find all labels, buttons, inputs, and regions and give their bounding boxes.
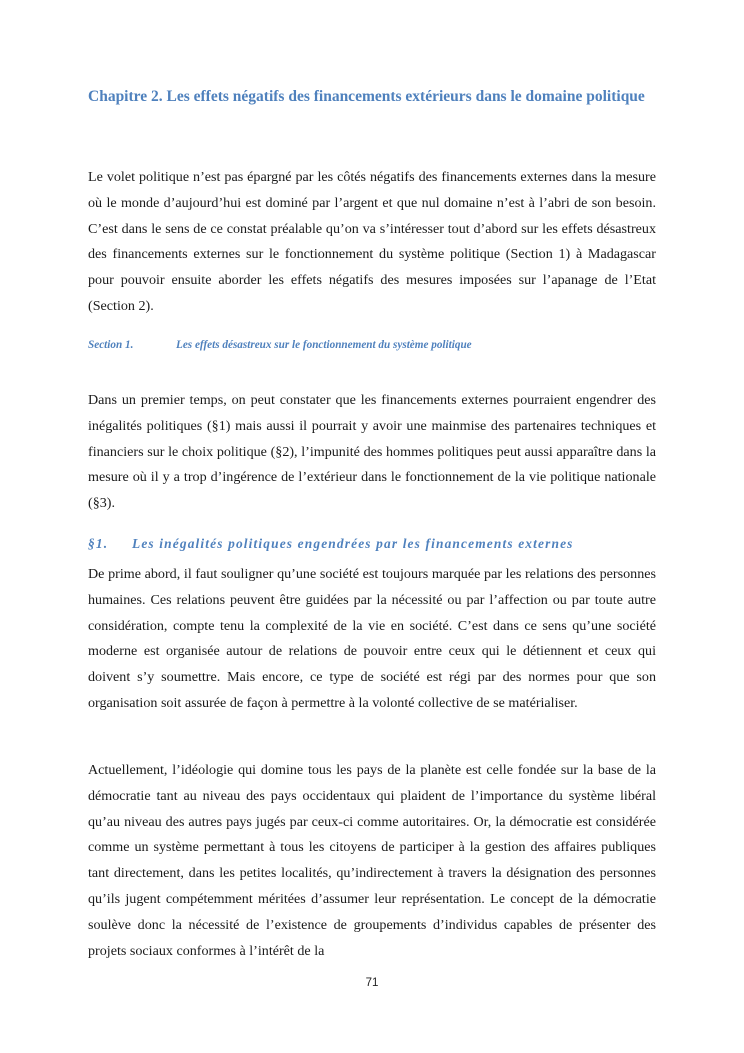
- section-heading: [88, 337, 656, 353]
- page-number: 71: [365, 977, 379, 989]
- section-intro-paragraph: Dans un premier temps, on peut constater que les financements externes pourraient engendrer des inégalités politiques (§1) mais aussi il pourrait y avoir une mainmise des partenaires techniques et financiers sur le choix politique (§2), l’impunité des hommes politiques peut aussi apparaître dans la mesure où il y a trop d’ingérence de l’extérieur dans le fonctionnement de la vie politique nationale (§3).: [88, 392, 656, 512]
- body-paragraph-1: De prime abord, il faut souligner qu’une société est toujours marquée par les relations des personnes humaines. Ces relations peuvent être guidées par la nécessité ou par l’affection ou par toute autre considération, compte tenu la complexité de la vie en société. C’est dans ce sens qu’une société moderne est organisée autour de relations de pouvoir entre ceux qui le détiennent et ceux qui doivent s’y soumettre. Mais encore, ce type de société est régi par des normes pour que son organisation soit assurée de façon à permettre à la volonté collective de se matérialiser.: [88, 566, 656, 711]
- paragraph-title: Les inégalités politiques engendrées par les financements externes: [132, 536, 574, 551]
- chapter-title: Chapitre 2. Les effets négatifs des financements extérieurs dans le domaine politique: [88, 88, 645, 105]
- section-title: Les effets désastreux sur le fonctionnement du système politique: [176, 339, 472, 351]
- intro-paragraph: Le volet politique n’est pas épargné par les côtés négatifs des financements externes dans la mesure où le monde d’aujourd’hui est dominé par l’argent et que nul domaine n’est à l’abri de son besoin. C’est dans le sens de ce constat préalable qu’on va s’intéresser tout d’abord sur les effets désastreux des financements externes sur le fonctionnement du système politique (Section 1) à Madagascar pour pouvoir ensuite aborder les effets négatifs des mesures imposées sur l’apanage de l’Etat (Section 2).: [88, 169, 656, 314]
- body-paragraph-2: Actuellement, l’idéologie qui domine tous les pays de la planète est celle fondée sur la base de la démocratie tant au niveau des pays occidentaux qui plaident de l’importance du système libéral qu’au niveau des autres pays jugés par ceux-ci comme autoritaires. Or, la démocratie est considérée comme un système permettant à tous les citoyens de participer à la gestion des affaires publiques tant directement, dans les petites localités, qu’indirectement à travers la désignation des personnes qu’ils jugent compétemment méritées d’assumer leur représentation. Le concept de la démocratie soulève donc la nécessité de l’existence de groupements d’individus capables de présenter des projets sociaux conformes à l’intérêt de la: [88, 762, 656, 959]
- section-number: Section 1.: [88, 339, 134, 351]
- paragraph-number: §1.: [88, 536, 109, 551]
- paragraph-heading: [88, 534, 656, 554]
